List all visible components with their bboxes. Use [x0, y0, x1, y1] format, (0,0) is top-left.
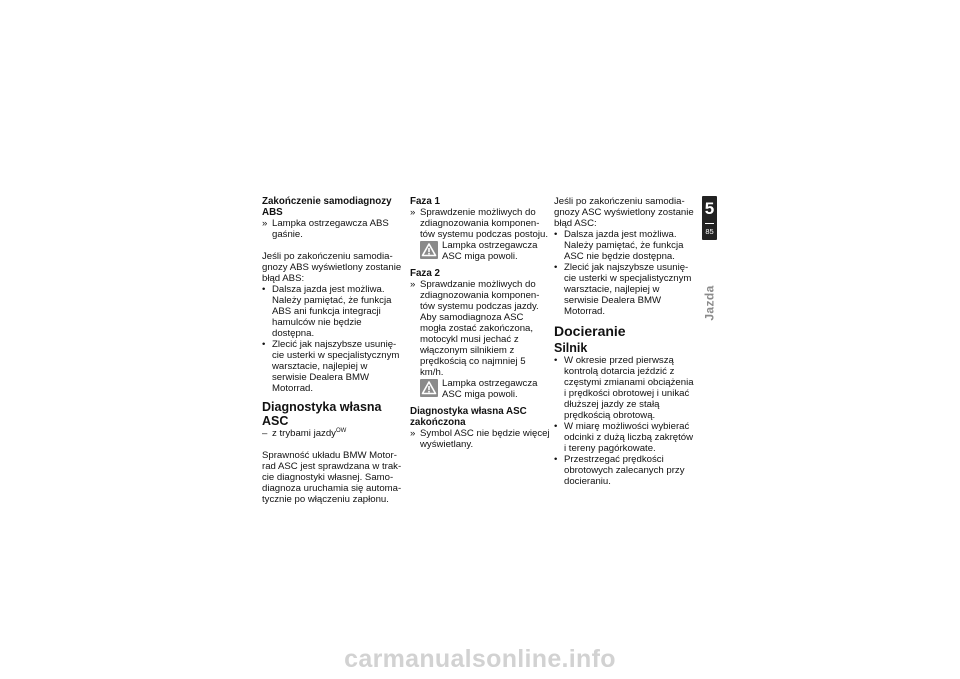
column-3: [554, 196, 694, 487]
warning-light-icon: [420, 379, 438, 397]
engine-bullet-3: Przestrzegać prędkości obrotowych zalecanych przy docieraniu.: [564, 454, 685, 487]
list-item-ow: [262, 428, 402, 439]
abs-end-result: Lampka ostrzegawcza ABS gaśnie.: [272, 218, 389, 240]
list-item: [554, 229, 694, 262]
heading-asc-end: Diagnostyka własna ASC zakończona: [410, 406, 527, 428]
list-item: [554, 355, 694, 421]
bullet-mark: •: [262, 339, 266, 350]
chapter-divider: [705, 223, 714, 224]
chapter-label-text: Jazda: [703, 285, 718, 321]
abs-bullet-2: Zlecić jak najszybsze usunięcie usterki w specjalistycznym warsztacie, najlepiej w serwisie Dealera BMW Motorrad.: [272, 339, 400, 394]
page-number: 85: [705, 227, 714, 236]
list-item-phase-1: [410, 207, 550, 262]
asc-bullet-2: Zlecić jak najszybsze usunięcie usterki w specjalistycznym warsztacie, najlepiej w serwisie Dealera BMW Motorrad.: [564, 262, 692, 317]
dash-mark: –: [262, 428, 268, 439]
arrow-mark: »: [410, 428, 416, 439]
phase-2-text: Sprawdzanie możliwych do zdiagnozowania komponentów systemu podczas jazdy. Aby samodiagnoza ASC mogła zostać zakończona, motocykl musi jechać z włączonym silnikiem z prędkością co najmniej 5 km/h.: [420, 279, 540, 378]
chapter-number: 5: [704, 199, 715, 218]
chapter-label: [697, 283, 723, 323]
list-item-abs-end: [262, 218, 402, 240]
list-item: [554, 454, 694, 487]
heading-abs-end: Zakończenie samodiagnozy ABS: [262, 196, 392, 218]
asc-bullet-1: Dalsza jazda jest możliwa. Należy pamiętać, że funkcja ASC nie będzie dostępna.: [564, 229, 684, 262]
bullet-mark: •: [554, 355, 558, 366]
bullet-mark: •: [554, 421, 558, 432]
engine-bullet-1: W okresie przed pierwszą kontrolą dotarcia jeździć z częstymi zmianami obciążenia i prędkości obrotowej i unikać dłuższej jazdy ze stałą prędkością obrotową.: [564, 355, 694, 421]
list-item: [554, 262, 694, 317]
warning-note: [420, 240, 550, 262]
phase-1-text: Sprawdzenie możliwych do zdiagnozowania komponentów systemu podczas postoju.: [420, 207, 548, 240]
arrow-mark: »: [410, 279, 416, 290]
heading-phase-1: Faza 1: [410, 196, 440, 207]
column-2: [410, 196, 550, 450]
asc-paragraph: Sprawność układu BMW Motorrad ASC jest sprawdzana w trakcie diagnostyki własnej. Samodiagnoza uruchamia się automatycznie po włączeniu zapłonu.: [262, 450, 402, 505]
heading-phase-2: Faza 2: [410, 268, 440, 279]
bullet-mark: •: [554, 229, 558, 240]
asc-error-intro: Jeśli po zakończeniu samodiagnozy ASC wyświetlony zostanie błąd ASC:: [554, 196, 694, 229]
ow-line: [272, 428, 402, 439]
abs-bullet-1: Dalsza jazda jest możliwa. Należy pamiętać, że funkcja ABS ani funkcja integracji hamulców nie będzie dostępna.: [272, 284, 392, 339]
list-item: [262, 284, 402, 339]
engine-bullet-2: W miarę możliwości wybierać odcinki z dużą liczbą zakrętów i tereny pagórkowate.: [564, 421, 694, 454]
arrow-mark: »: [410, 207, 416, 218]
list-item: [554, 421, 694, 454]
warning-note: [420, 378, 550, 400]
warning-light-icon: [420, 241, 438, 259]
list-item-asc-end: [410, 428, 550, 450]
heading-break-in: Docieranie: [554, 323, 626, 339]
bullet-mark: •: [554, 262, 558, 273]
bullet-mark: •: [554, 454, 558, 465]
ow-text: z trybami jazdy: [272, 428, 336, 439]
asc-end-text: Symbol ASC nie będzie więcej wyświetlany.: [420, 428, 550, 450]
ow-superscript: OW: [335, 427, 347, 434]
list-item-phase-2: [410, 279, 550, 400]
heading-engine: Silnik: [554, 341, 588, 355]
phase-1-warning: Lampka ostrzegawcza ASC miga powoli.: [442, 240, 538, 262]
bullet-mark: •: [262, 284, 266, 295]
heading-asc-selfdiag: Diagnostyka własna ASC: [262, 400, 382, 428]
abs-error-intro: Jeśli po zakończeniu samodiagnozy ABS wyświetlony zostanie błąd ABS:: [262, 251, 402, 284]
phase-2-warning: Lampka ostrzegawcza ASC miga powoli.: [442, 378, 538, 400]
list-item: [262, 339, 402, 394]
column-1: [262, 196, 402, 505]
arrow-mark: »: [262, 218, 268, 229]
watermark-text: carmanualsonline.info: [344, 645, 616, 673]
